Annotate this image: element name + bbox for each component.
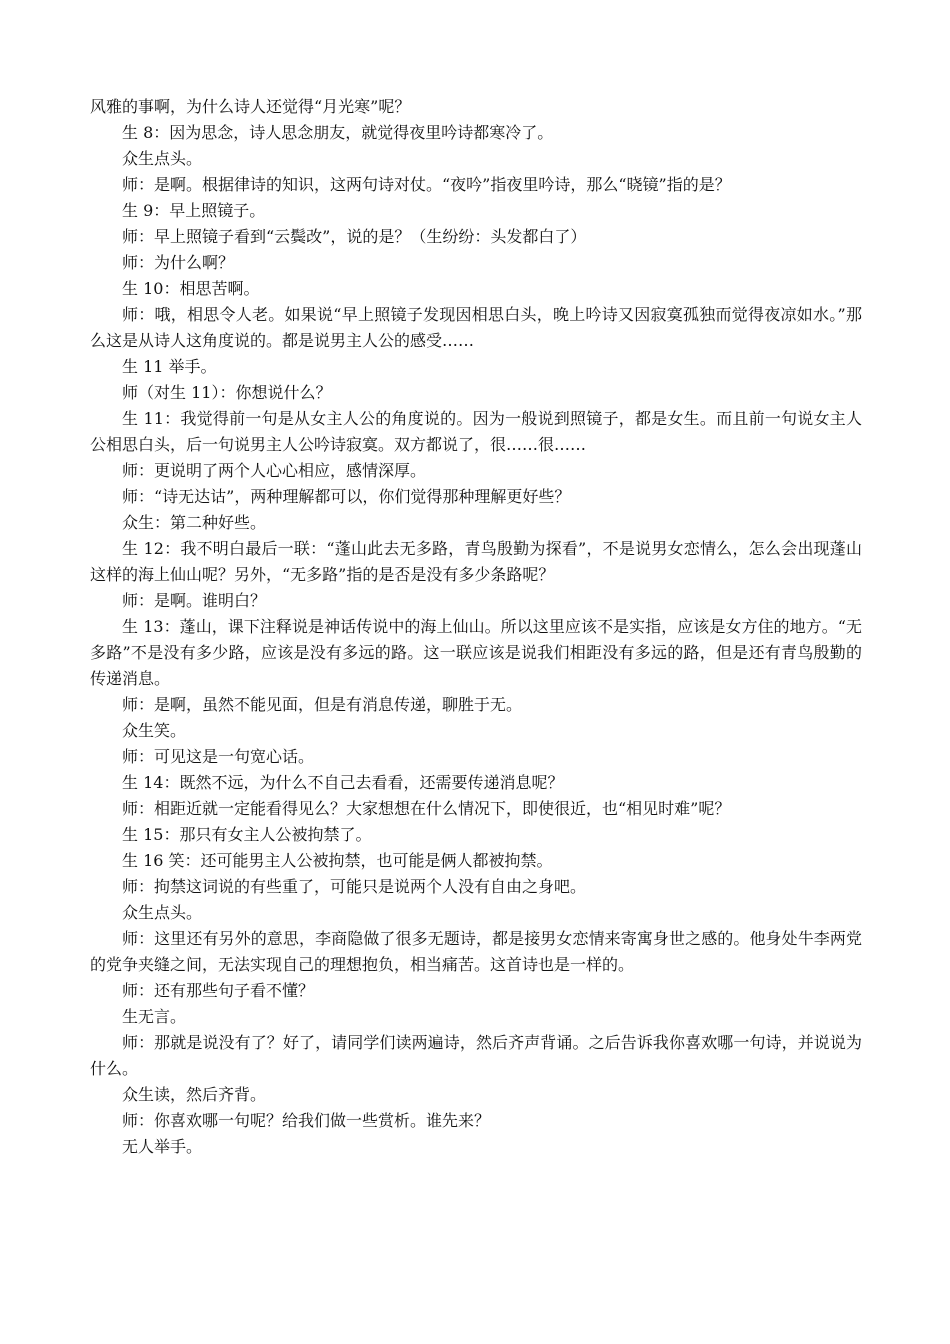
paragraph: 生 9：早上照镜子。 — [122, 201, 266, 220]
paragraph: 生 12：我不明白最后一联：“蓬山此去无多路，青鸟殷勤为探看”，不是说男女恋情么，怎么会出现蓬山这样的海上仙山呢？另外，“无多路”指的是否是没有多少条路呢？ — [90, 539, 862, 584]
paragraph: 师：还有那些句子看不懂？ — [122, 981, 315, 1000]
paragraph: 师：哦，相思令人老。如果说“早上照镜子发现因相思白头，晚上吟诗又因寂寞孤独而觉得夜凉如水。”那么这是从诗人这角度说的。都是说男主人公的感受…… — [90, 305, 862, 350]
document-body — [90, 94, 862, 1160]
paragraph: 生 8：因为思念，诗人思念朋友，就觉得夜里吟诗都寒冷了。 — [122, 123, 554, 142]
paragraph: 师：拘禁这词说的有些重了，可能只是说两个人没有自由之身吧。 — [122, 877, 587, 896]
paragraph: 师：相距近就一定能看得见么？大家想想在什么情况下，即使很近，也“相见时难”呢？ — [122, 799, 731, 818]
paragraph: 师（对生 11）：你想说什么？ — [122, 383, 332, 402]
paragraph: 师：为什么啊？ — [122, 253, 235, 272]
paragraph: 师：是啊。谁明白？ — [122, 591, 267, 610]
paragraph: 师：那就是说没有了？好了，请同学们读两遍诗，然后齐声背诵。之后告诉我你喜欢哪一句诗，并说说为什么。 — [90, 1033, 862, 1078]
paragraph: 众生：第二种好些。 — [122, 513, 267, 532]
paragraph: 风雅的事啊，为什么诗人还觉得“月光寒”呢？ — [90, 97, 411, 116]
paragraph: 师：这里还有另外的意思，李商隐做了很多无题诗，都是接男女恋情来寄寓身世之感的。他身处牛李两党的党争夹缝之间，无法实现自己的理想抱负，相当痛苦。这首诗也是一样的。 — [90, 929, 862, 974]
paragraph: 众生笑。 — [122, 721, 187, 740]
paragraph: 师：更说明了两个人心心相应，感情深厚。 — [122, 461, 427, 480]
paragraph: 师：“诗无达诂”，两种理解都可以，你们觉得那种理解更好些？ — [122, 487, 571, 506]
paragraph: 无人举手。 — [122, 1137, 203, 1156]
paragraph: 师：是啊。根据律诗的知识，这两句诗对仗。“夜吟”指夜里吟诗，那么“晓镜”指的是？ — [122, 175, 731, 194]
paragraph: 生 14：既然不远，为什么不自己去看看，还需要传递消息呢？ — [122, 773, 564, 792]
paragraph: 生 15：那只有女主人公被拘禁了。 — [122, 825, 372, 844]
paragraph: 众生读，然后齐背。 — [122, 1085, 267, 1104]
paragraph: 生 11 举手。 — [122, 357, 217, 376]
paragraph: 师：你喜欢哪一句呢？给我们做一些赏析。谁先来？ — [122, 1111, 491, 1130]
paragraph: 生无言。 — [122, 1007, 187, 1026]
paragraph: 生 16 笑：还可能男主人公被拘禁，也可能是俩人都被拘禁。 — [122, 851, 553, 870]
paragraph: 师：可见这是一句宽心话。 — [122, 747, 315, 766]
paragraph: 生 13：蓬山，课下注释说是神话传说中的海上仙山。所以这里应该不是实指，应该是女方住的地方。“无多路”不是没有多少路，应该是没有多远的路。这一联应该是说我们相距没有多远的路，但是还有青鸟殷勤的传递消息。 — [90, 617, 862, 688]
paragraph: 生 10：相思苦啊。 — [122, 279, 260, 298]
paragraph: 众生点头。 — [122, 903, 203, 922]
paragraph: 师：早上照镜子看到“云鬓改”，说的是？（生纷纷：头发都白了） — [122, 227, 587, 246]
paragraph: 众生点头。 — [122, 149, 203, 168]
paragraph: 师：是啊，虽然不能见面，但是有消息传递，聊胜于无。 — [122, 695, 523, 714]
paragraph: 生 11：我觉得前一句是从女主人公的角度说的。因为一般说到照镜子，都是女生。而且前一句说女主人公相思白头，后一句说男主人公吟诗寂寞。双方都说了，很……很…… — [90, 409, 862, 454]
